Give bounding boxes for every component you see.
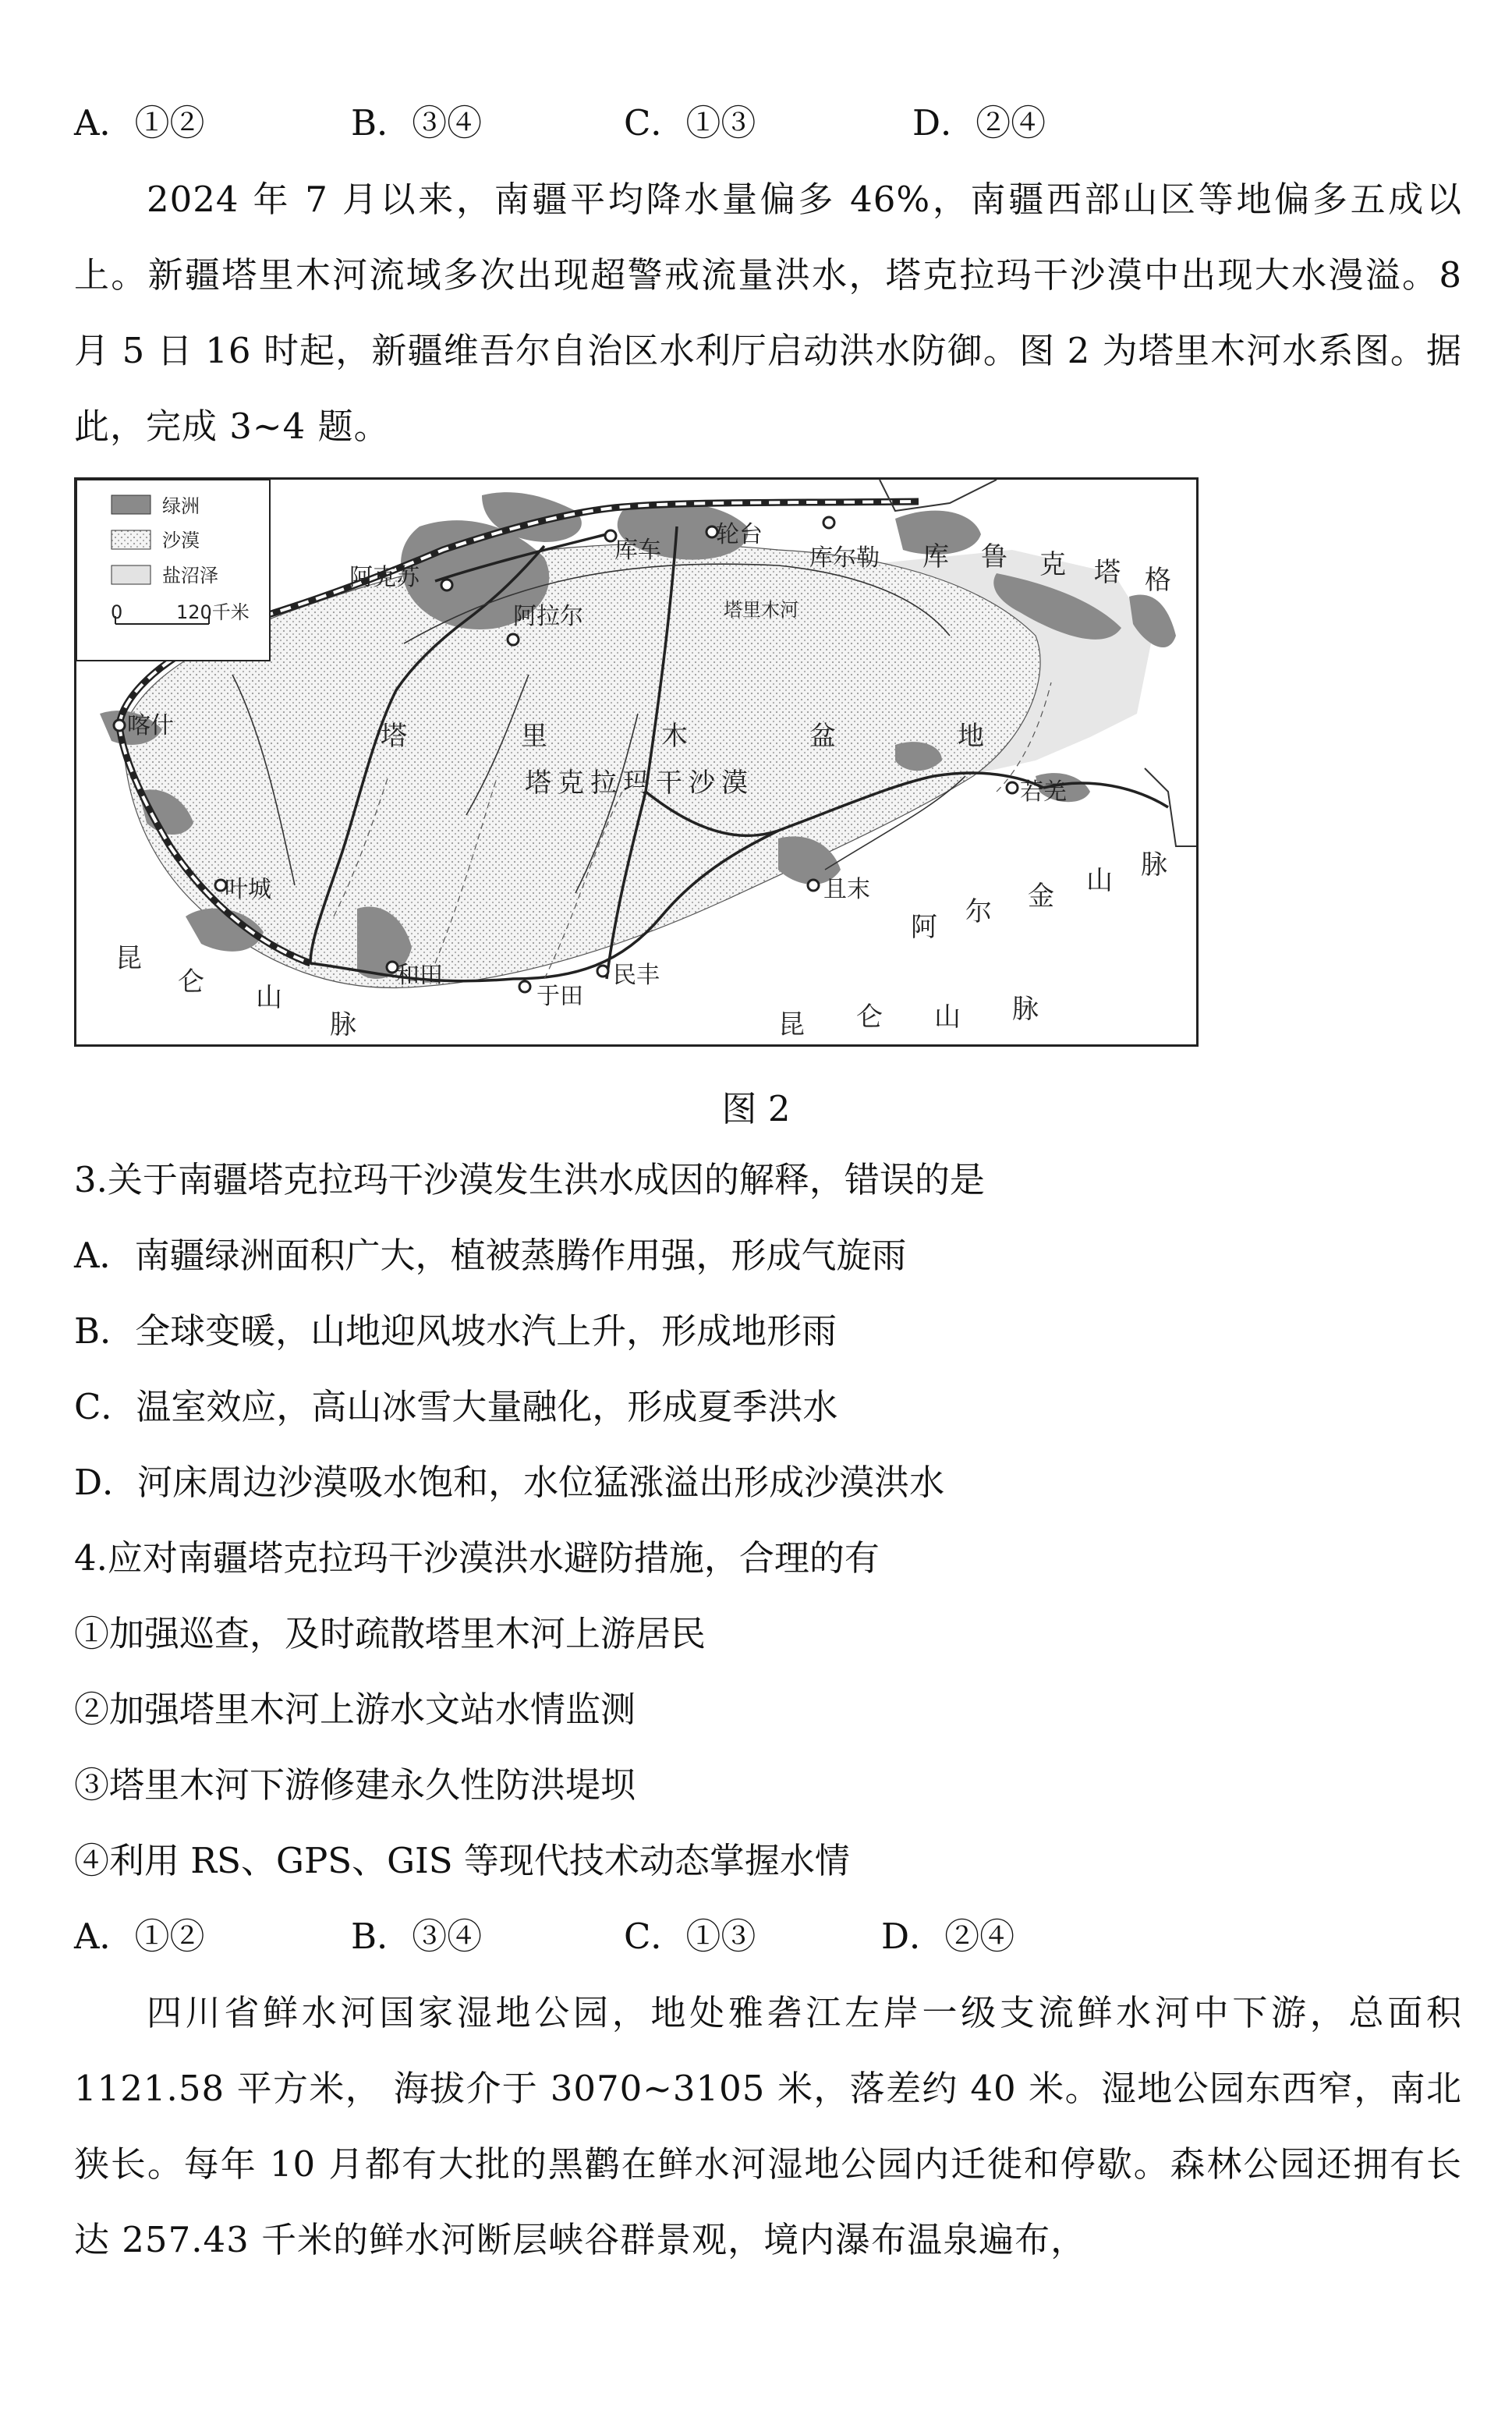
kuruktag-char-5: 格 (1145, 565, 1171, 596)
city-dot-minfeng (597, 966, 608, 977)
city-dot-qiemo (808, 880, 819, 891)
figure-caption: 图 2 (721, 1088, 791, 1129)
legend-scale-zero: 0 (111, 601, 123, 623)
q3-option-b: B．全球变暖，山地迎风坡水汽上升，形成地形雨 (74, 1310, 837, 1352)
top-option-d: D．②④ (912, 102, 1046, 144)
top-option-b: B．③④ (351, 102, 483, 144)
legend-desert-swatch (112, 530, 150, 549)
map-svg (76, 480, 1196, 1044)
city-label-kashi: 喀什 (127, 712, 174, 739)
altun-char-4: 山 (1086, 865, 1113, 896)
basin-char-2: 里 (521, 721, 547, 752)
city-dot-korla (823, 517, 834, 528)
legend-oasis-swatch (112, 495, 150, 514)
q4-option-d: D．②④ (881, 1916, 1015, 1957)
legend-saltmarsh-label: 盐沼泽 (162, 565, 218, 587)
passage-flood: 2024 年 7 月以来，南疆平均降水量偏多 46%，南疆西部山区等地偏多五成以上。新疆塔里木河流域多次出现超警戒流量洪水，塔克拉玛干沙漠中出现大水漫溢。8 月 5 日 16 时起，新疆维吾尔自治区水利厅启动洪水防御。图 2 为塔里木河水系图。据此，完成 3~4 题。 (74, 179, 1462, 447)
q4-option-a: A．①② (74, 1916, 205, 1957)
city-label-yutian: 于田 (536, 983, 583, 1010)
city-label-ruoqiang: 若羌 (1020, 778, 1067, 806)
kunlun-w-char-4: 脉 (330, 1009, 356, 1040)
basin-char-4: 盆 (809, 721, 836, 752)
city-label-korla: 库尔勒 (809, 544, 880, 572)
basin-char-5: 地 (958, 721, 984, 752)
city-label-qiemo: 且末 (823, 876, 870, 903)
kunlun-w-char-2: 仑 (178, 966, 204, 998)
label-tarim-river: 塔里木河 (724, 599, 798, 621)
city-label-hetian: 和田 (396, 962, 443, 989)
q3-option-c: C．温室效应，高山冰雪大量融化，形成夏季洪水 (74, 1386, 838, 1427)
q4-option-b: B．③④ (351, 1916, 483, 1957)
city-label-minfeng: 民丰 (613, 962, 660, 989)
kunlun-w-char-3: 山 (256, 982, 282, 1013)
passage-wetland: 四川省鲜水河国家湿地公园，地处雅砻江左岸一级支流鲜水河中下游，总面积 1121.58 平方米， 海拔介于 3070~3105 米，落差约 40 米。湿地公园东西窄，南北狭长。每年 10 月都有大批的黑鹳在鲜水河湿地公园内迁徙和停歇。森林公园还拥有长达 257.43 千米的鲜水河断层峡谷群景观，境内瀑布温泉遍布， (74, 1992, 1462, 2260)
kuruktag-char-2: 鲁 (981, 541, 1007, 572)
city-label-yecheng: 叶城 (225, 876, 271, 903)
city-label-akesu: 阿克苏 (349, 564, 420, 591)
city-dot-akesu (441, 580, 452, 590)
city-dot-kashi (114, 720, 125, 731)
kunlun-w-char-1: 昆 (115, 943, 142, 974)
kunlun-e-char-4: 脉 (1012, 994, 1039, 1025)
top-option-a: A．①② (74, 102, 205, 144)
q4-option-c: C．①③ (624, 1916, 756, 1957)
kuruktag-char-3: 克 (1039, 549, 1066, 580)
q4-stem: 4.应对南疆塔克拉玛干沙漠洪水避防措施，合理的有 (74, 1537, 880, 1579)
kuruktag-char-1: 库 (922, 541, 949, 572)
city-dot-ruoqiang (1007, 782, 1018, 793)
altun-char-1: 阿 (911, 912, 937, 943)
q4-item-1: ①加强巡查，及时疏散塔里木河上游居民 (74, 1613, 706, 1654)
q4-item-3: ③塔里木河下游修建永久性防洪堤坝 (74, 1764, 636, 1806)
q3-option-d: D．河床周边沙漠吸水饱和，水位猛涨溢出形成沙漠洪水 (74, 1462, 945, 1503)
city-label-luntai: 轮台 (716, 521, 763, 548)
kuruktag-char-4: 塔 (1094, 557, 1121, 588)
city-dot-yutian (519, 981, 530, 992)
kunlun-e-char-3: 山 (934, 1001, 961, 1033)
city-dot-alar (508, 634, 519, 645)
altun-char-5: 脉 (1141, 849, 1167, 881)
legend-desert-label: 沙漠 (162, 530, 200, 551)
basin-char-1: 塔 (381, 721, 407, 752)
legend-scale-value: 120千米 (176, 601, 250, 623)
basin-char-3: 木 (661, 721, 688, 752)
legend-oasis-label: 绿洲 (162, 495, 200, 517)
city-label-alar: 阿拉尔 (513, 603, 583, 630)
q3-option-a: A．南疆绿洲面积广大，植被蒸腾作用强，形成气旋雨 (74, 1235, 907, 1276)
kunlun-e-char-2: 仑 (856, 1001, 883, 1033)
kunlun-e-char-1: 昆 (778, 1009, 805, 1040)
map-legend (76, 480, 270, 661)
label-taklimakan: 塔克拉玛干沙漠 (525, 767, 754, 799)
q3-stem: 3.关于南疆塔克拉玛干沙漠发生洪水成因的解释，错误的是 (74, 1159, 985, 1200)
altun-char-2: 尔 (965, 896, 992, 927)
city-label-kuche: 库车 (614, 537, 661, 564)
tarim-river-map (74, 477, 1199, 1047)
legend-saltmarsh-swatch (112, 565, 150, 584)
top-option-c: C．①③ (624, 102, 756, 144)
q4-item-2: ②加强塔里木河上游水文站水情监测 (74, 1689, 636, 1730)
altun-char-3: 金 (1028, 881, 1054, 912)
q4-item-4: ④利用 RS、GPS、GIS 等现代技术动态掌握水情 (74, 1840, 850, 1881)
